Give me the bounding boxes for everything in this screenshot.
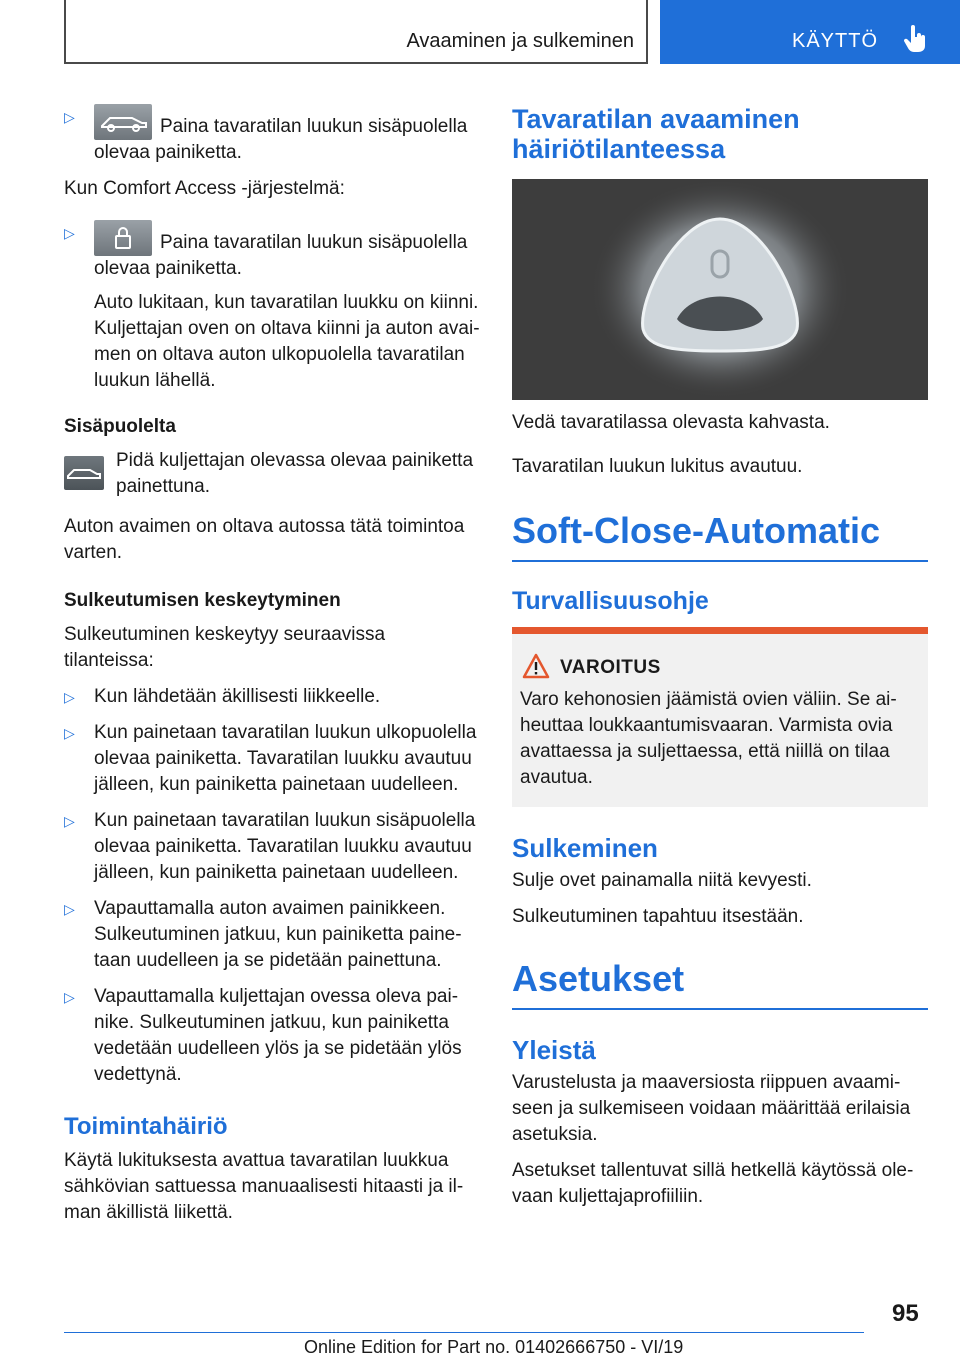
right-column-bottom [512,832,928,1220]
bullet-text: Paina tavaratilan luukun sisäpuolella olevaa painiketta. [94,232,468,279]
chapter-tab-label: KÄYTTÖ [792,30,879,52]
closing-text-1: Sulje ovet painamalla niitä kevyesti. [512,870,812,891]
lock-button-icon [94,220,152,256]
emergency-handle-photo [512,179,928,400]
bullet-text: Kun lähdetään äkillisesti liikkeelle. [94,686,381,707]
triangle-bullet-icon: ▷ [64,225,75,241]
comfort-access-text: Kun Comfort Access -järjestelmä: [64,178,345,199]
section-title: Avaaminen ja sulkeminen [406,30,634,52]
right-column-top [512,104,928,164]
list-item [64,104,480,166]
list-item [64,808,480,886]
list-item [64,220,480,394]
closing-heading: Sulkeminen [512,833,658,863]
page-number: 95 [892,1300,919,1327]
bullet-text: Vapauttamalla kuljettajan ovessa oleva painike. Sulkeutuminen jatkuu, kun painiketta vedetään uudelleen ylös ja se pidetään ylös vedettynä. [94,986,462,1085]
safety-heading: Turvallisuusohje [512,587,709,615]
left-column [64,104,480,1236]
bullet-text: Vapauttamalla auton avaimen painikkeen. Sulkeutuminen jatkuu, kun painiketta painetaan uudelleen ja se pidetään painettuna. [94,898,462,971]
right-column-middle [512,410,928,614]
general-text-2: Asetukset tallentuvat sillä hetkellä käytössä olevaan kuljettajaprofiiliin. [512,1160,914,1207]
triangle-bullet-icon: ▷ [64,689,75,705]
general-heading: Yleistä [512,1035,596,1065]
triangle-bullet-icon: ▷ [64,109,75,125]
general-text-1: Varustelusta ja maaversiosta riippuen avaamiseen ja sulkemiseen voidaan määrittää erilaisia asetuksia. [512,1072,911,1145]
list-item [64,720,480,798]
triangle-bullet-icon: ▷ [64,901,75,917]
bullet-text: Kun painetaan tavaratilan luukun sisäpuolella olevaa painiketta. Tavaratilan luukku avautuu jälleen, kun painiketta painetaan uudelleen. [94,810,476,883]
inside-text: Pidä kuljettajan olevassa olevaa painiketta painettuna. [116,450,474,497]
closing-text-2: Sulkeutuminen tapahtuu itsestään. [512,906,804,927]
inside-heading: Sisäpuolelta [64,416,176,437]
unlock-text: Tavaratilan luukun lukitus avautuu. [512,456,803,477]
footer-rule [64,1332,864,1333]
triangle-bullet-icon: ▷ [64,725,75,741]
warning-title: VAROITUS [560,657,661,678]
inside-block [64,448,480,500]
chapter-tab[interactable] [660,0,960,64]
malfunction-heading: Toimintahäiriö [64,1113,228,1140]
emergency-heading: Tavaratilan avaaminen häiriötilanteessa [512,104,800,164]
triangle-bullet-icon: ▷ [64,989,75,1005]
triangle-bullet-icon: ▷ [64,813,75,829]
warning-bar [512,627,928,634]
heading-rule [512,560,928,562]
interrupt-heading: Sulkeutumisen keskeytyminen [64,590,341,611]
bullet-text: Paina tavaratilan luukun sisäpuolella olevaa painiketta. [94,116,468,163]
interrupt-intro: Sulkeutuminen keskeytyy seuraavissa tilanteissa: [64,624,386,671]
settings-heading: Asetukset [512,958,685,999]
key-note: Auton avaimen on oltava autossa tätä toimintoa varten. [64,516,465,563]
malfunction-text: Käytä lukituksesta avattua tavaratilan luukkua sähkövian sattuessa manuaalisesti hitaasti ja ilman äkillistä liikettä. [64,1150,464,1223]
pull-text: Vedä tavaratilassa olevasta kahvasta. [512,412,830,433]
list-item [64,896,480,974]
edition-text: Online Edition for Part no. 01402666750 - VI/19 [304,1337,684,1357]
heading-rule [512,1008,928,1010]
tailgate-button-icon [94,104,152,140]
bullet-note: Auto lukitaan, kun tavaratilan luukku on kiinni. Kuljettajan oven on oltava kiinni ja auton avaimen on oltava auton ulkopuolella tavaratilan luukun lähellä. [94,292,480,391]
hand-pointer-icon [900,24,930,54]
bullet-text: Kun painetaan tavaratilan luukun ulkopuolella olevaa painiketta. Tavaratilan luukku avautuu jälleen, kun painiketta painetaan uudelleen. [94,722,477,795]
soft-close-heading: Soft-Close-Automatic [512,510,880,551]
header-section-box [64,0,648,64]
warning-box [512,627,928,807]
warning-triangle-icon [522,653,550,679]
list-item [64,984,480,1088]
list-item [64,684,480,710]
driver-door-button-icon [64,456,104,490]
warning-text: Varo kehonosien jäämistä ovien väliin. Se aiheuttaa loukkaantumisvaaran. Varmista ovia avattaessa ja suljettaessa, että niillä on tilaa avautua. [520,689,897,788]
